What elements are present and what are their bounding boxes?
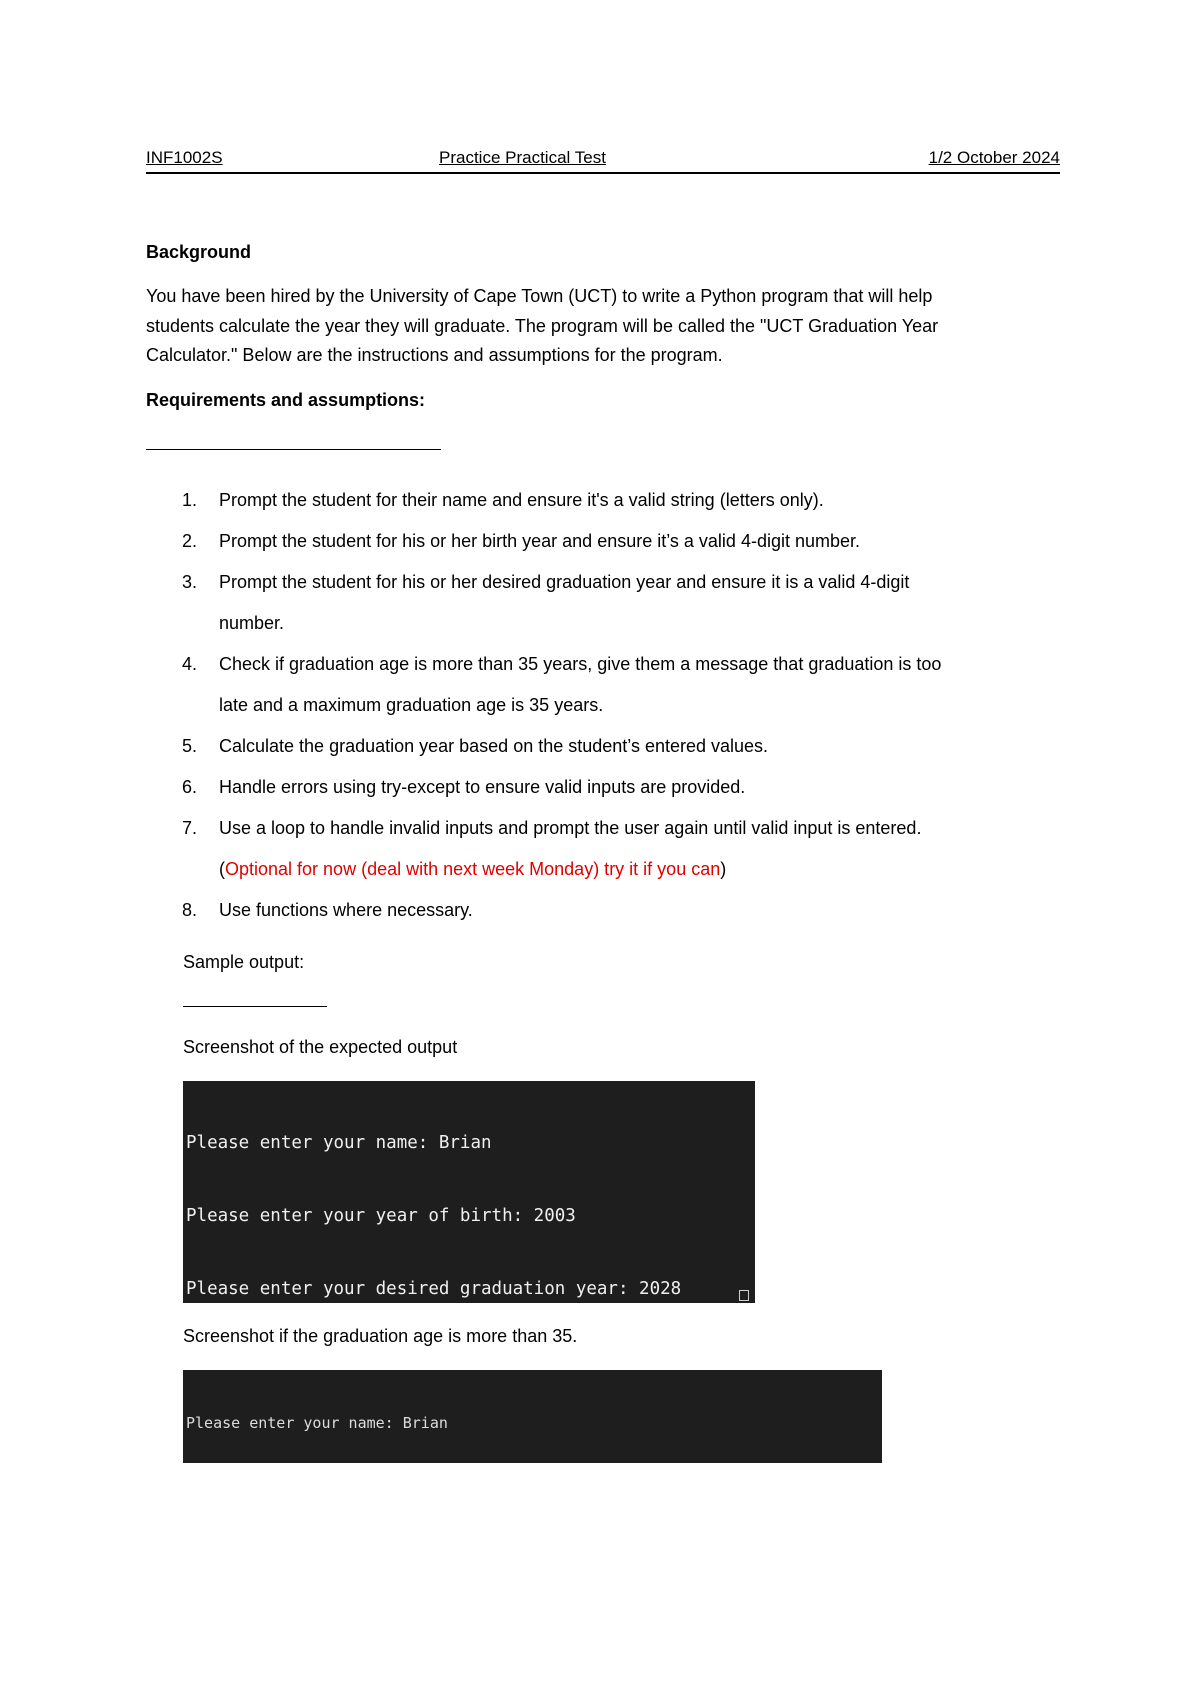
- requirement-number: 2.: [182, 531, 198, 551]
- caption-age-over-35: Screenshot if the graduation age is more than 35.: [183, 1326, 578, 1346]
- requirement-text-cont: late and a maximum graduation age is 35 years.: [219, 695, 604, 715]
- background-line-1: You have been hired by the University of Cape Town (UCT) to write a Python program that will help: [146, 286, 933, 306]
- requirement-item-2: [146, 521, 1066, 562]
- requirement-text-cont: number.: [219, 613, 285, 633]
- background-line-3: Calculator." Below are the instructions and assumptions for the program.: [146, 345, 723, 365]
- terminal-screenshot-expected: [183, 1081, 755, 1303]
- requirement-number: 4.: [182, 654, 198, 674]
- requirement-text: Use a loop to handle invalid inputs and prompt the user again until valid input is entered.: [219, 818, 922, 838]
- optional-note-text: Optional for now (deal with next week Monday) try it if you can: [225, 859, 721, 879]
- requirements-divider: [146, 449, 441, 450]
- requirement-text: Prompt the student for their name and ensure it's a valid string (letters only).: [219, 490, 824, 510]
- requirement-number: 5.: [182, 736, 198, 756]
- requirement-item-6: [146, 767, 1066, 808]
- sample-output-label: Sample output:: [183, 952, 305, 972]
- optional-note-open: (: [219, 859, 225, 879]
- background-heading: Background: [146, 242, 252, 262]
- terminal-line: Please enter your desired graduation year: 2028: [186, 1278, 682, 1299]
- requirement-item-8: [146, 890, 1066, 931]
- terminal-line: Please enter your name: Brian: [186, 1414, 448, 1432]
- header-course-code: INF1002S: [146, 148, 223, 167]
- requirement-number: 1.: [182, 490, 198, 510]
- optional-note: [219, 849, 1066, 890]
- requirement-item-7: [146, 808, 1066, 890]
- requirement-item-3: [146, 562, 1066, 644]
- header-date: 1/2 October 2024: [928, 148, 1060, 167]
- requirement-number: 8.: [182, 900, 198, 920]
- background-line-2: students calculate the year they will graduate. The program will be called the "UCT Graduation Year: [146, 315, 939, 336]
- requirement-number: 7.: [182, 818, 198, 838]
- terminal-line: Please enter your name: Brian: [186, 1133, 492, 1154]
- requirement-item-4: [146, 644, 1066, 726]
- header-title: Practice Practical Test: [439, 148, 606, 167]
- requirements-list: [146, 480, 1066, 931]
- page-header: [146, 148, 1060, 174]
- terminal-line: Please enter your year of birth: 2003: [186, 1206, 576, 1226]
- requirement-text: Prompt the student for his or her birth year and ensure it’s a valid 4-digit number.: [219, 531, 861, 551]
- sample-output-divider: [183, 1006, 327, 1007]
- requirements-heading: Requirements and assumptions:: [146, 390, 426, 410]
- background-paragraph: [146, 282, 1066, 371]
- requirement-text: Prompt the student for his or her desired graduation year and ensure it is a valid 4-digit: [219, 572, 910, 592]
- requirement-item-5: [146, 726, 1066, 767]
- requirement-text: Check if graduation age is more than 35 years, give them a message that graduation is too: [219, 654, 942, 674]
- requirement-text: Calculate the graduation year based on the student’s entered values.: [219, 736, 769, 756]
- terminal-cursor-icon: [739, 1290, 749, 1301]
- requirement-text: Handle errors using try-except to ensure valid inputs are provided.: [219, 777, 746, 797]
- requirement-number: 6.: [182, 777, 198, 797]
- caption-expected-output: Screenshot of the expected output: [183, 1037, 458, 1057]
- terminal-screenshot-too-late: [183, 1370, 882, 1463]
- requirement-item-1: [146, 480, 1066, 521]
- requirement-text: Use functions where necessary.: [219, 900, 473, 920]
- requirement-number: 3.: [182, 572, 198, 592]
- optional-note-close: ): [720, 859, 727, 879]
